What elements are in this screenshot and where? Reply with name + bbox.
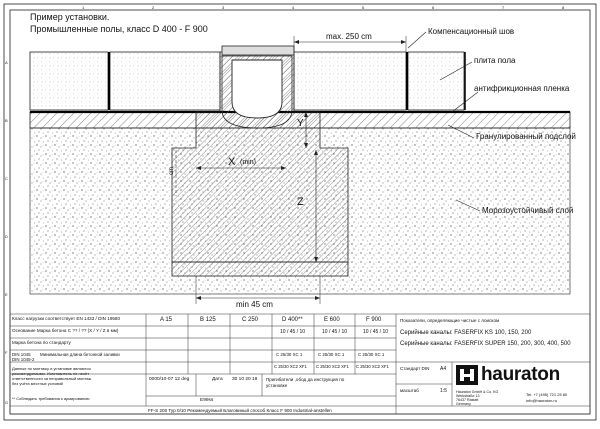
note-line-3: ответственности за неправильный монтаж xyxy=(12,376,92,381)
callout-joint: Компенсационный шов xyxy=(428,27,515,36)
class-d400: D 400** xyxy=(282,317,303,323)
scale-value: 1:5 xyxy=(440,388,447,394)
row4-label: Минимальная длина бетонной заливки xyxy=(40,352,120,357)
top-ref-2: 2 xyxy=(152,5,155,10)
slab-left-inner xyxy=(110,52,220,110)
footer-text: FF-S 200 Typ 0/10 Рекомендуемый Благовиный способ Класс F 900 Industrial-anstellen xyxy=(148,408,332,413)
check-label: E99ss xyxy=(200,398,214,403)
foundation-base xyxy=(172,262,348,276)
class-c250: C 250 xyxy=(242,317,259,323)
top-ref-6: 6 xyxy=(432,5,435,10)
row2-label: Основание Марка бетона С ?? / ?? (X / Y / Z в мм) xyxy=(12,328,119,333)
note-line-1: Данные по монтажу и установке являются xyxy=(12,366,91,371)
row3-label: Марка бетона по стандарту xyxy=(12,340,71,345)
dim-x-min: (min) xyxy=(240,159,256,166)
drawing-title-line1: Пример установки. xyxy=(30,12,110,22)
top-ref-7: 7 xyxy=(502,5,505,10)
right-header: Показатели, определяющие чистые с лоиском xyxy=(400,318,500,323)
brand-address-4: Germany xyxy=(456,402,471,406)
din-code-2: DIN 1045-2 xyxy=(12,357,35,362)
side-ref-c: C xyxy=(5,176,8,181)
hauraton-logo xyxy=(456,364,560,386)
class-a15: A 15 xyxy=(160,317,173,323)
note-line-4: без учёта местных условий xyxy=(12,381,63,386)
date-value: 30 10 20 18 xyxy=(232,377,258,382)
din-code-1: DIN 1045 xyxy=(12,352,31,357)
note-line-5: ** Соблюдать требования к армированию xyxy=(12,396,90,401)
top-ref-8: 8 xyxy=(562,5,565,10)
side-ref-e: E xyxy=(5,292,8,297)
right-line2: Серийные каналы: FASERFIX SUPER 150, 200, 300, 400, 500 xyxy=(400,341,571,347)
side-ref-d: D xyxy=(5,234,8,239)
callout-granular: Гранулированный подслой xyxy=(476,132,576,141)
class-e600: E 600 xyxy=(324,317,340,323)
dim-x: X xyxy=(228,156,236,168)
brand-address-2: Werkstraße 13 xyxy=(456,394,480,398)
dim-y: Y xyxy=(297,118,304,129)
brand-address-3: 76437 Rastatt xyxy=(456,398,479,402)
brand-email[interactable]: info@hauraton.ru xyxy=(526,398,557,403)
brand-name: hauraton xyxy=(481,364,560,385)
dim-side-cm: cm xyxy=(169,167,175,175)
row2-d400: 10 / 45 / 10 xyxy=(280,329,306,335)
dim-z: Z xyxy=(297,196,304,208)
slab-right-inner xyxy=(294,52,406,110)
side-ref-a: A xyxy=(5,60,8,65)
callout-slab: плита пола xyxy=(474,56,516,65)
drawing-title-line2: Промышленные полы, класс D 400 - F 900 xyxy=(30,24,208,34)
top-ref-3: 3 xyxy=(222,5,225,10)
grate xyxy=(222,46,294,55)
table-header-left: Класс нагрузки соответствует EN 1433 / DIN 19580 xyxy=(12,316,121,321)
row5-d400: C 25/30 XC2 XF1 xyxy=(274,364,307,369)
callout-frost: Морозоустойчивый слой xyxy=(482,206,574,215)
row2-e600: 10 / 45 / 10 xyxy=(322,329,348,335)
class-f900: F 900 xyxy=(366,317,382,323)
row5-e600: C 25/30 XC2 XF1 xyxy=(316,364,349,369)
callout-film: антифрикционная пленка xyxy=(474,84,570,93)
date-label: Дата xyxy=(212,377,223,382)
top-ref-5: 5 xyxy=(362,5,365,10)
top-ref-1: 1 xyxy=(82,5,85,10)
brand-address-1: Hauraton GmbH & Co. KG xyxy=(456,390,499,394)
row4-f900: C 25/30 XC 1 xyxy=(358,352,385,357)
row4-e600: C 25/30 XC 1 xyxy=(318,352,345,357)
class-b125: B 125 xyxy=(200,317,216,323)
hauraton-mark-icon xyxy=(456,365,478,385)
side-ref-b: B xyxy=(5,118,8,123)
channel-inner xyxy=(232,60,282,118)
scale-label: масштаб xyxy=(400,388,419,393)
sheet-note: Пригибатели ,обод да инструкция по установке xyxy=(266,377,345,388)
row4-d400: C 25/30 XC 1 xyxy=(276,352,303,357)
right-line1: Серийные каналы: FASERFIX KS 100, 150, 200 xyxy=(400,330,532,336)
row5-f900: C 25/30 XC2 XF1 xyxy=(356,364,389,369)
note-line-2: рекомендуемыми. Изготовитель не несёт xyxy=(12,371,90,376)
dim-max-width: max. 250 cm xyxy=(326,32,372,41)
format-value: A4 xyxy=(440,366,447,372)
brand-phone: Tel. +7 (495) 721 25 80 xyxy=(526,392,568,397)
doc-number: 0000/10-07 12 deg xyxy=(149,377,190,382)
top-ref-4: 4 xyxy=(292,5,295,10)
row2-f900: 10 / 45 / 10 xyxy=(363,329,389,335)
dim-min-width: min 45 cm xyxy=(236,300,273,309)
side-ref-g: G xyxy=(5,400,9,405)
slab-left-outer xyxy=(30,52,108,110)
slab-right-outer xyxy=(408,52,464,110)
format-label: Стандарт DIN xyxy=(400,366,430,371)
side-ref-f: F xyxy=(5,350,8,355)
